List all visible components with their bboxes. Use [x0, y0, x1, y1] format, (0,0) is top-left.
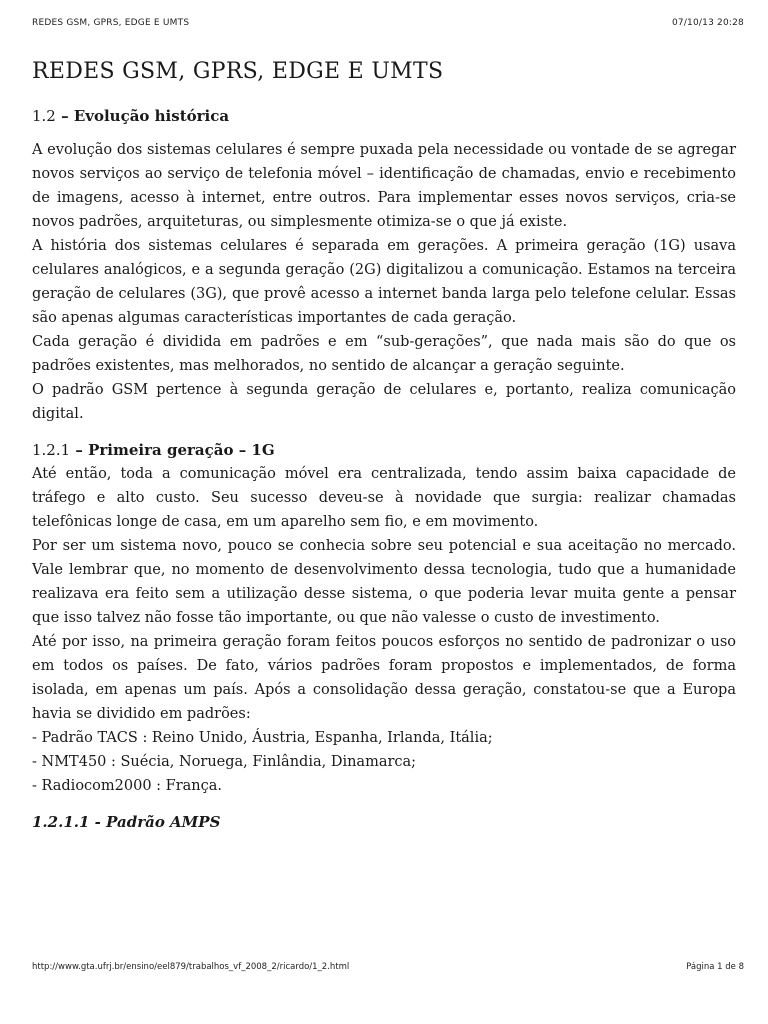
paragraph: A evolução dos sistemas celulares é sempre puxada pela necessidade ou vontade de se agregar novos serviços ao serviço de telefonia móvel – identificação de chamadas, envio e recebimento de imagens, acesso à internet, entre outros. Para implementar esses novos serviços, cria-se novos padrões, arquiteturas, ou simplesmente otimiza-se o que já existe. [32, 142, 736, 230]
section-heading-1-2-1 [32, 438, 736, 462]
paragraph: Até por isso, na primeira geração foram feitos poucos esforços no sentido de padronizar o uso em todos os países. De fato, vários padrões foram propostos e implementados, de forma isolada, em apenas um país. Após a consolidação dessa geração, constatou-se que a Europa havia se dividido em padrões: [32, 634, 736, 722]
list-item: - Padrão TACS : Reino Unido, Áustria, Espanha, Irlanda, Itália; [32, 730, 493, 746]
page-title: REDES GSM, GPRS, EDGE E UMTS [32, 59, 444, 84]
paragraph: Por ser um sistema novo, pouco se conhecia sobre seu potencial e sua aceitação no mercado. Vale lembrar que, no momento de desenvolvimento dessa tecnologia, tudo que a humanidade realizava era feito sem a utilização desse sistema, o que poderia levar muita gente a pensar que isso talvez não fosse tão importante, ou que não valesse o custo de investimento. [32, 538, 736, 626]
footer-page-number: Página 1 de 8 [686, 962, 744, 972]
print-footer [32, 962, 744, 976]
footer-url: http://www.gta.ufrj.br/ensino/eel879/trabalhos_vf_2008_2/ricardo/1_2.html [32, 962, 350, 972]
section-title: – Evolução histórica [61, 107, 230, 125]
paragraph: O padrão GSM pertence à segunda geração de celulares e, portanto, realiza comunicação digital. [32, 382, 736, 422]
header-title: REDES GSM, GPRS, EDGE E UMTS [32, 18, 190, 28]
list-item: - NMT450 : Suécia, Noruega, Finlândia, Dinamarca; [32, 754, 417, 770]
section-title: – Primeira geração – 1G [75, 441, 275, 459]
document-body [32, 52, 736, 834]
print-header [32, 18, 744, 32]
paragraph: Até então, toda a comunicação móvel era centralizada, tendo assim baixa capacidade de tráfego e alto custo. Seu sucesso deveu-se à novidade que surgia: realizar chamadas telefônicas longe de casa, em um aparelho sem fio, e em movimento. [32, 466, 736, 530]
section-heading-1-2-1-1 [32, 810, 736, 834]
section-number: 1.2.1.1 - [32, 813, 101, 831]
section-heading-1-2 [32, 104, 736, 128]
paragraph: A história dos sistemas celulares é separada em gerações. A primeira geração (1G) usava celulares analógicos, e a segunda geração (2G) digitalizou a comunicação. Estamos na terceira geração de celulares (3G), que provê acesso a internet banda larga pelo telefone celular. Essas são apenas algumas características importantes de cada geração. [32, 238, 736, 326]
section-number: 1.2.1 [32, 441, 71, 459]
list-item: - Radiocom2000 : França. [32, 778, 223, 794]
section-title: Padrão AMPS [106, 813, 221, 831]
paragraph: Cada geração é dividida em padrões e em “sub-gerações”, que nada mais são do que os padrões existentes, mas melhorados, no sentido de alcançar a geração seguinte. [32, 334, 736, 374]
header-datetime: 07/10/13 20:28 [671, 18, 744, 28]
section-number: 1.2 [32, 107, 56, 125]
